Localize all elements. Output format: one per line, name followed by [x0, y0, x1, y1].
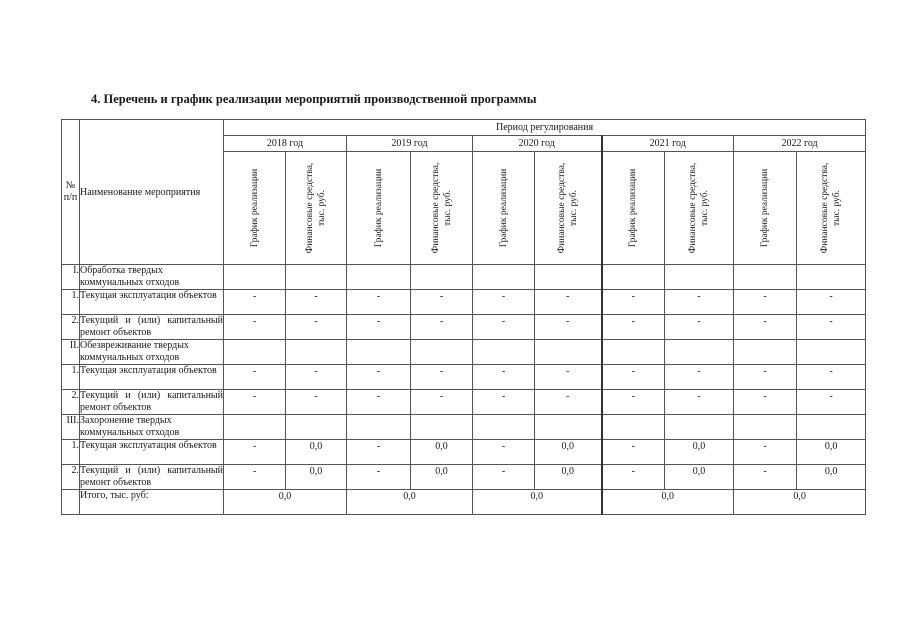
table-row: [62, 365, 866, 390]
finance-cell: [286, 265, 347, 290]
finance-cell: -: [411, 290, 473, 315]
schedule-cell: -: [473, 440, 535, 465]
schedule-cell: -: [734, 290, 797, 315]
header-schedule: [224, 152, 286, 265]
finance-cell: -: [797, 290, 866, 315]
header-schedule: [473, 152, 535, 265]
finance-cell: [286, 415, 347, 440]
finance-cell: 0,0: [535, 465, 602, 490]
header-finance-label: Финансовые средства, тыс. руб.: [305, 162, 327, 254]
header-year: 2022 год: [734, 136, 866, 152]
schedule-cell: [347, 265, 411, 290]
schedule-cell: -: [473, 465, 535, 490]
schedule-cell: -: [473, 390, 535, 415]
schedule-cell: -: [734, 390, 797, 415]
schedule-cell: -: [224, 465, 286, 490]
total-label: Итого, тыс. руб:: [80, 490, 224, 515]
header-year: 2021 год: [602, 136, 734, 152]
schedule-cell: [224, 415, 286, 440]
schedule-cell: -: [473, 315, 535, 340]
finance-cell: [535, 340, 602, 365]
header-finance: [535, 152, 602, 265]
schedule-cell: [347, 340, 411, 365]
finance-cell: -: [286, 315, 347, 340]
finance-cell: 0,0: [665, 465, 734, 490]
finance-cell: 0,0: [535, 440, 602, 465]
row-name: Обработка твердых коммунальных отходов: [80, 265, 224, 290]
total-value: 0,0: [224, 490, 347, 515]
finance-cell: [411, 265, 473, 290]
finance-cell: 0,0: [286, 440, 347, 465]
header-finance-label: Финансовые средства, тыс. руб.: [430, 162, 453, 254]
finance-cell: -: [797, 315, 866, 340]
header-schedule-label: График реализации: [249, 168, 260, 248]
finance-cell: -: [535, 390, 602, 415]
header-schedule-label: График реализации: [373, 168, 384, 248]
row-name: Текущий и (или) капитальный ремонт объектов: [80, 315, 223, 338]
header-finance-label: Финансовые средства, тыс. руб.: [556, 162, 579, 254]
finance-cell: [286, 340, 347, 365]
finance-cell: -: [411, 365, 473, 390]
header-finance: [797, 152, 866, 265]
schedule-cell: -: [602, 440, 665, 465]
section-row: [62, 340, 866, 365]
row-number: II.: [62, 340, 80, 365]
total-value: 0,0: [473, 490, 602, 515]
table-row: [62, 440, 866, 465]
header-schedule: [602, 152, 665, 265]
header-num: № п/п: [62, 120, 80, 265]
row-name: Текущий и (или) капитальный ремонт объектов: [80, 390, 223, 413]
schedule-cell: [602, 265, 665, 290]
row-number: 2.: [62, 465, 80, 490]
schedule-cell: -: [224, 315, 286, 340]
finance-cell: -: [286, 365, 347, 390]
row-number: 1.: [62, 365, 80, 390]
schedule-cell: -: [734, 440, 797, 465]
finance-cell: [535, 265, 602, 290]
table-row: [62, 290, 866, 315]
schedule-cell: [734, 265, 797, 290]
total-row: [62, 490, 866, 515]
section-row: [62, 265, 866, 290]
schedule-cell: -: [602, 390, 665, 415]
row-name: Захоронение твердых коммунальных отходов: [80, 415, 224, 440]
finance-cell: [411, 415, 473, 440]
finance-cell: 0,0: [286, 465, 347, 490]
finance-cell: -: [286, 390, 347, 415]
schedule-cell: -: [347, 465, 411, 490]
schedule-cell: -: [347, 315, 411, 340]
finance-cell: 0,0: [665, 440, 734, 465]
finance-cell: -: [665, 315, 734, 340]
schedule-cell: -: [347, 365, 411, 390]
row-name: Текущая эксплуатация объектов: [80, 290, 224, 315]
production-program-table: [61, 119, 866, 515]
finance-cell: [797, 415, 866, 440]
total-value: 0,0: [347, 490, 473, 515]
section-row: [62, 415, 866, 440]
header-schedule-label: График реализации: [628, 168, 639, 248]
row-number: 2.: [62, 315, 80, 340]
schedule-cell: -: [602, 365, 665, 390]
finance-cell: 0,0: [411, 465, 473, 490]
header-finance: [286, 152, 347, 265]
total-value: 0,0: [734, 490, 866, 515]
finance-cell: [665, 340, 734, 365]
header-schedule: [734, 152, 797, 265]
schedule-cell: -: [473, 365, 535, 390]
finance-cell: [797, 265, 866, 290]
schedule-cell: [347, 415, 411, 440]
finance-cell: -: [286, 290, 347, 315]
finance-cell: -: [535, 290, 602, 315]
finance-cell: -: [665, 390, 734, 415]
schedule-cell: -: [224, 365, 286, 390]
header-year: 2020 год: [473, 136, 602, 152]
row-number: 2.: [62, 390, 80, 415]
finance-cell: -: [411, 390, 473, 415]
schedule-cell: -: [224, 290, 286, 315]
finance-cell: 0,0: [797, 465, 866, 490]
page-title: 4. Перечень и график реализации мероприятий производственной программы: [91, 92, 537, 106]
header-finance: [411, 152, 473, 265]
table-row: [62, 465, 866, 490]
row-name: Текущая эксплуатация объектов: [80, 440, 224, 465]
total-value: 0,0: [602, 490, 734, 515]
finance-cell: -: [665, 290, 734, 315]
schedule-cell: -: [347, 390, 411, 415]
header-year: 2019 год: [347, 136, 473, 152]
finance-cell: -: [665, 365, 734, 390]
schedule-cell: -: [602, 465, 665, 490]
schedule-cell: [602, 340, 665, 365]
finance-cell: -: [535, 315, 602, 340]
finance-cell: 0,0: [797, 440, 866, 465]
schedule-cell: -: [347, 290, 411, 315]
schedule-cell: -: [602, 315, 665, 340]
row-number: 1.: [62, 440, 80, 465]
row-name: Текущий и (или) капитальный ремонт объектов: [80, 465, 223, 488]
finance-cell: -: [411, 315, 473, 340]
row-name: Текущая эксплуатация объектов: [80, 365, 224, 390]
schedule-cell: [224, 265, 286, 290]
schedule-cell: [734, 415, 797, 440]
schedule-cell: [734, 340, 797, 365]
schedule-cell: -: [602, 290, 665, 315]
finance-cell: [411, 340, 473, 365]
header-period: Период регулирования: [224, 120, 866, 136]
schedule-cell: [473, 265, 535, 290]
finance-cell: -: [535, 365, 602, 390]
header-year: 2018 год: [224, 136, 347, 152]
row-number: I.: [62, 265, 80, 290]
table-row: [62, 390, 866, 415]
table-row: [62, 315, 866, 340]
schedule-cell: [224, 340, 286, 365]
finance-cell: [665, 415, 734, 440]
finance-cell: [535, 415, 602, 440]
schedule-cell: [602, 415, 665, 440]
header-schedule: [347, 152, 411, 265]
schedule-cell: -: [734, 465, 797, 490]
header-name: Наименование мероприятия: [80, 120, 224, 265]
header-schedule-label: График реализации: [760, 168, 770, 248]
schedule-cell: -: [347, 440, 411, 465]
finance-cell: [665, 265, 734, 290]
schedule-cell: -: [734, 315, 797, 340]
row-number: III.: [62, 415, 80, 440]
schedule-cell: -: [473, 290, 535, 315]
finance-cell: -: [797, 390, 866, 415]
schedule-cell: -: [734, 365, 797, 390]
schedule-cell: -: [224, 440, 286, 465]
schedule-cell: -: [224, 390, 286, 415]
total-num-blank: [62, 490, 80, 515]
header-schedule-label: График реализации: [498, 168, 509, 248]
finance-cell: -: [797, 365, 866, 390]
schedule-cell: [473, 415, 535, 440]
header-finance: [665, 152, 734, 265]
row-name: Обезвреживание твердых коммунальных отходов: [80, 340, 224, 365]
row-number: 1.: [62, 290, 80, 315]
header-finance-label: Финансовые средства, тыс. руб.: [688, 162, 710, 254]
finance-cell: 0,0: [411, 440, 473, 465]
schedule-cell: [473, 340, 535, 365]
header-finance-label: Финансовые средства, тыс. руб.: [820, 162, 843, 254]
finance-cell: [797, 340, 866, 365]
